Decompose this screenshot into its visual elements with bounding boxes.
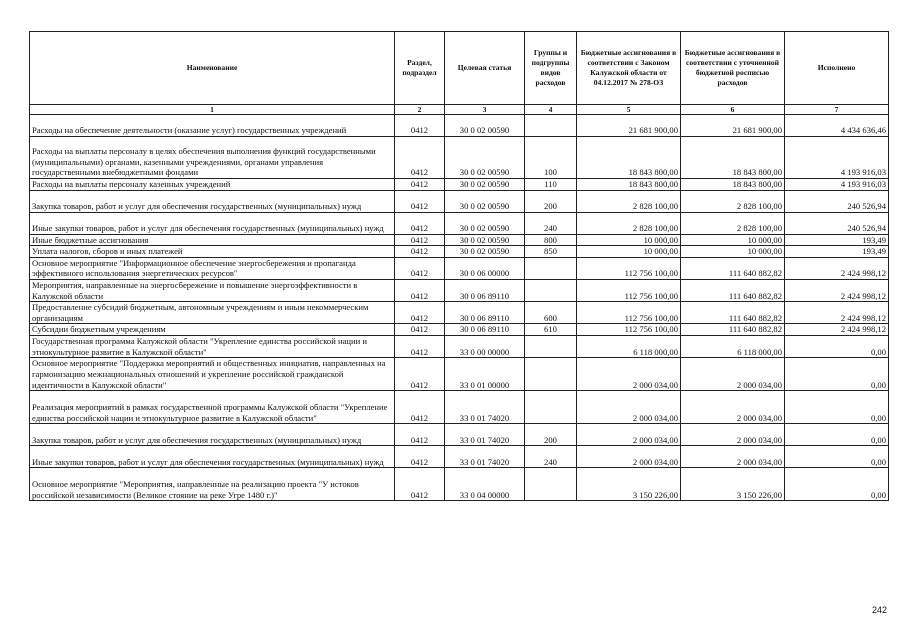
cell-law: 2 000 034,00 (577, 358, 681, 391)
table-row (30, 324, 889, 336)
cell-name: Основное мероприятие "Поддержка мероприятий и общественных инициатив, направленных на гармонизацию межнациональных отношений и укрепление российской гражданской идентичности в Калужской области" (30, 358, 395, 391)
table-row (30, 446, 889, 468)
cell-law: 2 000 034,00 (577, 391, 681, 424)
header-law: Бюджетные ассигнования в соответствии с Законом Калужской области от 04.12.2017 № 278-ОЗ (577, 32, 681, 105)
cell-refined: 2 000 034,00 (681, 424, 785, 446)
cell-section: 0412 (395, 446, 445, 468)
cell-executed: 0,00 (785, 424, 889, 446)
cell-refined: 2 828 100,00 (681, 190, 785, 212)
cell-target: 30 0 06 89110 (445, 324, 525, 336)
cell-executed: 193,49 (785, 234, 889, 246)
cell-section: 0412 (395, 246, 445, 258)
cell-refined: 111 640 882,82 (681, 279, 785, 301)
header-target: Целевая статья (445, 32, 525, 105)
cell-group: 800 (525, 234, 577, 246)
table-row (30, 137, 889, 179)
cell-group: 240 (525, 446, 577, 468)
cell-target: 30 0 06 89110 (445, 302, 525, 324)
cell-executed: 4 434 636,46 (785, 115, 889, 137)
cell-refined: 111 640 882,82 (681, 302, 785, 324)
cell-law: 6 118 000,00 (577, 335, 681, 357)
table-row (30, 234, 889, 246)
cell-group (525, 257, 577, 279)
table-row (30, 335, 889, 357)
cell-executed: 0,00 (785, 335, 889, 357)
cell-target: 30 0 02 00590 (445, 190, 525, 212)
cell-name: Иные бюджетные ассигнования (30, 234, 395, 246)
table-row (30, 246, 889, 258)
header-refined: Бюджетные ассигнования в соответствии с уточненной бюджетной росписью расходов (681, 32, 785, 105)
column-number: 6 (681, 105, 785, 115)
cell-name: Расходы на выплаты персоналу в целях обеспечения выполнения функций государственными (муниципальными) органами, казенными учреждениями, органами управления государственными внебюджетными фондами (30, 137, 395, 179)
cell-refined: 10 000,00 (681, 234, 785, 246)
cell-law: 112 756 100,00 (577, 257, 681, 279)
cell-name: Основное мероприятие "Мероприятия, направленные на реализацию проекта "У истоков российской независимости (Великое стояние на реке Угре 1480 г.)" (30, 468, 395, 501)
cell-target: 30 0 06 89110 (445, 279, 525, 301)
cell-executed: 0,00 (785, 468, 889, 501)
cell-section: 0412 (395, 234, 445, 246)
cell-section: 0412 (395, 302, 445, 324)
cell-section: 0412 (395, 190, 445, 212)
cell-target: 33 0 01 74020 (445, 446, 525, 468)
cell-group: 200 (525, 424, 577, 446)
cell-target: 33 0 01 00000 (445, 358, 525, 391)
cell-group: 610 (525, 324, 577, 336)
column-number: 1 (30, 105, 395, 115)
cell-group: 200 (525, 190, 577, 212)
header-executed: Исполнено (785, 32, 889, 105)
cell-refined: 10 000,00 (681, 246, 785, 258)
header-section: Раздел, подраздел (395, 32, 445, 105)
cell-law: 2 828 100,00 (577, 212, 681, 234)
cell-target: 33 0 01 74020 (445, 424, 525, 446)
cell-name: Государственная программа Калужской области "Укрепление единства российской нации и этнокультурное развитие в Калужской области" (30, 335, 395, 357)
cell-refined: 18 843 800,00 (681, 137, 785, 179)
cell-group (525, 468, 577, 501)
cell-executed: 2 424 998,12 (785, 324, 889, 336)
cell-name: Предоставление субсидий бюджетным, автономным учреждениям и иным некоммерческим организациям (30, 302, 395, 324)
cell-law: 2 828 100,00 (577, 190, 681, 212)
cell-section: 0412 (395, 137, 445, 179)
cell-name: Закупка товаров, работ и услуг для обеспечения государственных (муниципальных) нужд (30, 424, 395, 446)
cell-target: 33 0 04 00000 (445, 468, 525, 501)
cell-group: 850 (525, 246, 577, 258)
cell-refined: 111 640 882,82 (681, 257, 785, 279)
cell-group (525, 279, 577, 301)
cell-section: 0412 (395, 324, 445, 336)
cell-group (525, 335, 577, 357)
cell-target: 30 0 02 00590 (445, 137, 525, 179)
cell-law: 10 000,00 (577, 246, 681, 258)
cell-section: 0412 (395, 179, 445, 191)
cell-law: 18 843 800,00 (577, 179, 681, 191)
cell-executed: 2 424 998,12 (785, 279, 889, 301)
cell-refined: 2 000 034,00 (681, 358, 785, 391)
table-row (30, 212, 889, 234)
table-row (30, 279, 889, 301)
header-name: Наименование (30, 32, 395, 105)
cell-law: 112 756 100,00 (577, 324, 681, 336)
cell-refined: 2 000 034,00 (681, 391, 785, 424)
cell-law: 112 756 100,00 (577, 302, 681, 324)
cell-section: 0412 (395, 212, 445, 234)
cell-name: Реализация мероприятий в рамках государственной программы Калужской области "Укрепление единства российской нации и этнокультурное развитие в Калужской области" (30, 391, 395, 424)
cell-group (525, 391, 577, 424)
cell-name: Мероприятия, направленные на энергосбережение и повышение энергоэффективности в Калужской области (30, 279, 395, 301)
cell-name: Иные закупки товаров, работ и услуг для обеспечения государственных (муниципальных) нужд (30, 446, 395, 468)
cell-name: Расходы на выплаты персоналу казенных учреждений (30, 179, 395, 191)
cell-refined: 3 150 226,00 (681, 468, 785, 501)
cell-refined: 2 000 034,00 (681, 446, 785, 468)
column-number: 5 (577, 105, 681, 115)
cell-section: 0412 (395, 468, 445, 501)
table-row (30, 424, 889, 446)
table-row (30, 358, 889, 391)
cell-refined: 21 681 900,00 (681, 115, 785, 137)
column-number: 4 (525, 105, 577, 115)
cell-law: 2 000 034,00 (577, 424, 681, 446)
cell-executed: 0,00 (785, 358, 889, 391)
cell-target: 33 0 01 74020 (445, 391, 525, 424)
budget-table (29, 31, 889, 501)
cell-executed: 2 424 998,12 (785, 257, 889, 279)
cell-refined: 18 843 800,00 (681, 179, 785, 191)
cell-refined: 6 118 000,00 (681, 335, 785, 357)
table-header-row (30, 32, 889, 105)
cell-target: 30 0 06 00000 (445, 257, 525, 279)
cell-target: 30 0 02 00590 (445, 246, 525, 258)
cell-target: 30 0 02 00590 (445, 212, 525, 234)
cell-group: 110 (525, 179, 577, 191)
cell-target: 30 0 02 00590 (445, 179, 525, 191)
table-row (30, 115, 889, 137)
cell-name: Расходы на обеспечение деятельности (оказание услуг) государственных учреждений (30, 115, 395, 137)
cell-group: 240 (525, 212, 577, 234)
cell-section: 0412 (395, 358, 445, 391)
cell-executed: 0,00 (785, 391, 889, 424)
cell-name: Уплата налогов, сборов и иных платежей (30, 246, 395, 258)
cell-name: Закупка товаров, работ и услуг для обеспечения государственных (муниципальных) нужд (30, 190, 395, 212)
cell-executed: 2 424 998,12 (785, 302, 889, 324)
page-number: 242 (871, 605, 887, 615)
cell-refined: 111 640 882,82 (681, 324, 785, 336)
cell-law: 112 756 100,00 (577, 279, 681, 301)
cell-name: Основное мероприятие "Информационное обеспечение энергосбережения и пропаганда эффективного использования энергетических ресурсов" (30, 257, 395, 279)
cell-executed: 240 526,94 (785, 212, 889, 234)
cell-law: 2 000 034,00 (577, 446, 681, 468)
cell-name: Субсидии бюджетным учреждениям (30, 324, 395, 336)
column-number-row (30, 105, 889, 115)
header-group: Группы и подгруппы видов расходов (525, 32, 577, 105)
cell-section: 0412 (395, 335, 445, 357)
cell-group (525, 358, 577, 391)
cell-section: 0412 (395, 115, 445, 137)
cell-law: 21 681 900,00 (577, 115, 681, 137)
cell-executed: 240 526,94 (785, 190, 889, 212)
table-row (30, 468, 889, 501)
cell-group: 100 (525, 137, 577, 179)
cell-executed: 4 193 916,03 (785, 137, 889, 179)
cell-target: 33 0 00 00000 (445, 335, 525, 357)
table-row (30, 190, 889, 212)
cell-section: 0412 (395, 257, 445, 279)
cell-executed: 193,49 (785, 246, 889, 258)
cell-target: 30 0 02 00590 (445, 115, 525, 137)
cell-group: 600 (525, 302, 577, 324)
cell-law: 10 000,00 (577, 234, 681, 246)
cell-executed: 0,00 (785, 446, 889, 468)
column-number: 3 (445, 105, 525, 115)
table-row (30, 179, 889, 191)
table-row (30, 302, 889, 324)
cell-law: 18 843 800,00 (577, 137, 681, 179)
column-number: 2 (395, 105, 445, 115)
cell-group (525, 115, 577, 137)
cell-executed: 4 193 916,03 (785, 179, 889, 191)
cell-refined: 2 828 100,00 (681, 212, 785, 234)
cell-name: Иные закупки товаров, работ и услуг для обеспечения государственных (муниципальных) нужд (30, 212, 395, 234)
cell-section: 0412 (395, 391, 445, 424)
column-number: 7 (785, 105, 889, 115)
cell-target: 30 0 02 00590 (445, 234, 525, 246)
table-row (30, 391, 889, 424)
cell-section: 0412 (395, 279, 445, 301)
table-row (30, 257, 889, 279)
cell-section: 0412 (395, 424, 445, 446)
cell-law: 3 150 226,00 (577, 468, 681, 501)
